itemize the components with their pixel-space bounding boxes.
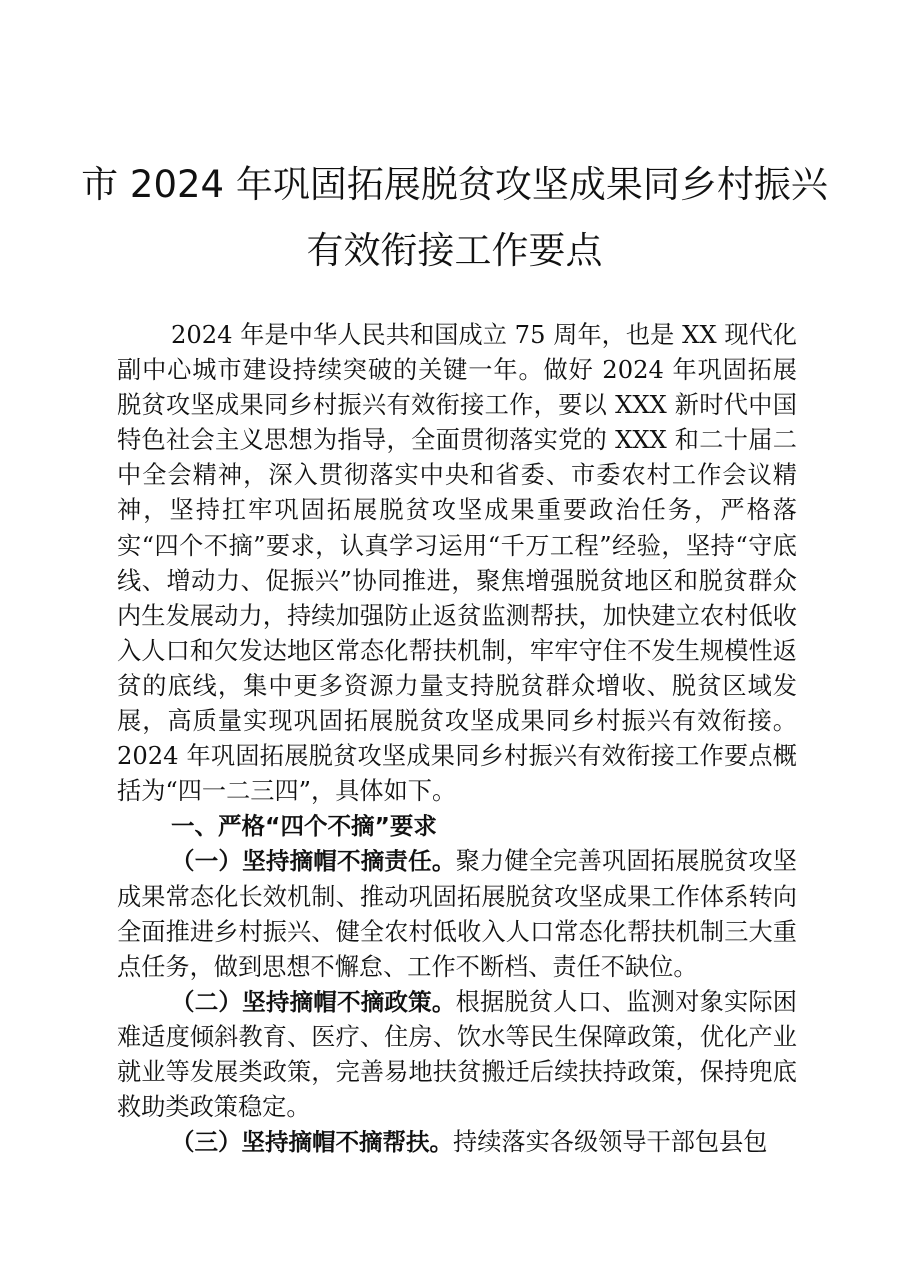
item-text-3: 持续落实各级领导干部包县包 [453, 1128, 768, 1157]
item-text-1: 聚力健全完善巩固拓展脱贫攻坚成果常态化长效机制、推动巩固拓展脱贫攻坚成果工作体系转向全面推进乡村振兴、健全农村低收入人口常态化帮扶机制三大重点任务，做到思想不懈怠、工作不断档、责任不缺位。 [117, 847, 797, 981]
document-title-line-2: 有效衔接工作要点 [306, 229, 603, 272]
document-body [117, 318, 797, 1160]
item-lead-2: （二）坚持摘帽不摘政策。 [171, 987, 456, 1016]
item-paragraph-1 [117, 844, 797, 984]
section-heading-1: 一、严格“四个不摘”要求 [171, 812, 437, 841]
document-title-line-1: 市 2024 年巩固拓展脱贫攻坚成果同乡村振兴 [81, 163, 828, 206]
item-paragraph-3 [117, 1125, 797, 1160]
item-lead-3: （三）坚持摘帽不摘帮扶。 [171, 1128, 453, 1157]
item-paragraph-2 [117, 985, 797, 1125]
item-lead-1: （一）坚持摘帽不摘责任。 [171, 847, 456, 876]
intro-paragraph: 2024 年是中华人民共和国成立 75 周年，也是 XX 现代化副中心城市建设持续突破的关键一年。做好 2024 年巩固拓展脱贫攻坚成果同乡村振兴有效衔接工作，要以 XXX 新时代中国特色社会主义思想为指导，全面贯彻落实党的 XXX 和二十届二中全会精神，深入贯彻落实中央和省委、市委农村工作会议精神，坚持扛牢巩固拓展脱贫攻坚成果重要政治任务，严格落实“四个不摘”要求，认真学习运用“千万工程”经验，坚持“守底线、增动力、促振兴”协同推进，聚焦增强脱贫地区和脱贫群众内生发展动力，持续加强防止返贫监测帮扶，加快建立农村低收入人口和欠发达地区常态化帮扶机制，牢牢守住不发生规模性返贫的底线，集中更多资源力量支持脱贫群众增收、脱贫区域发展，高质量实现巩固拓展脱贫攻坚成果同乡村振兴有效衔接。2024 年巩固拓展脱贫攻坚成果同乡村振兴有效衔接工作要点概括为“四一二三四”，具体如下。 [117, 321, 797, 806]
item-text-2: 根据脱贫人口、监测对象实际困难适度倾斜教育、医疗、住房、饮水等民生保障政策，优化产业就业等发展类政策，完善易地扶贫搬迁后续扶持政策，保持兜底救助类政策稳定。 [117, 987, 797, 1122]
